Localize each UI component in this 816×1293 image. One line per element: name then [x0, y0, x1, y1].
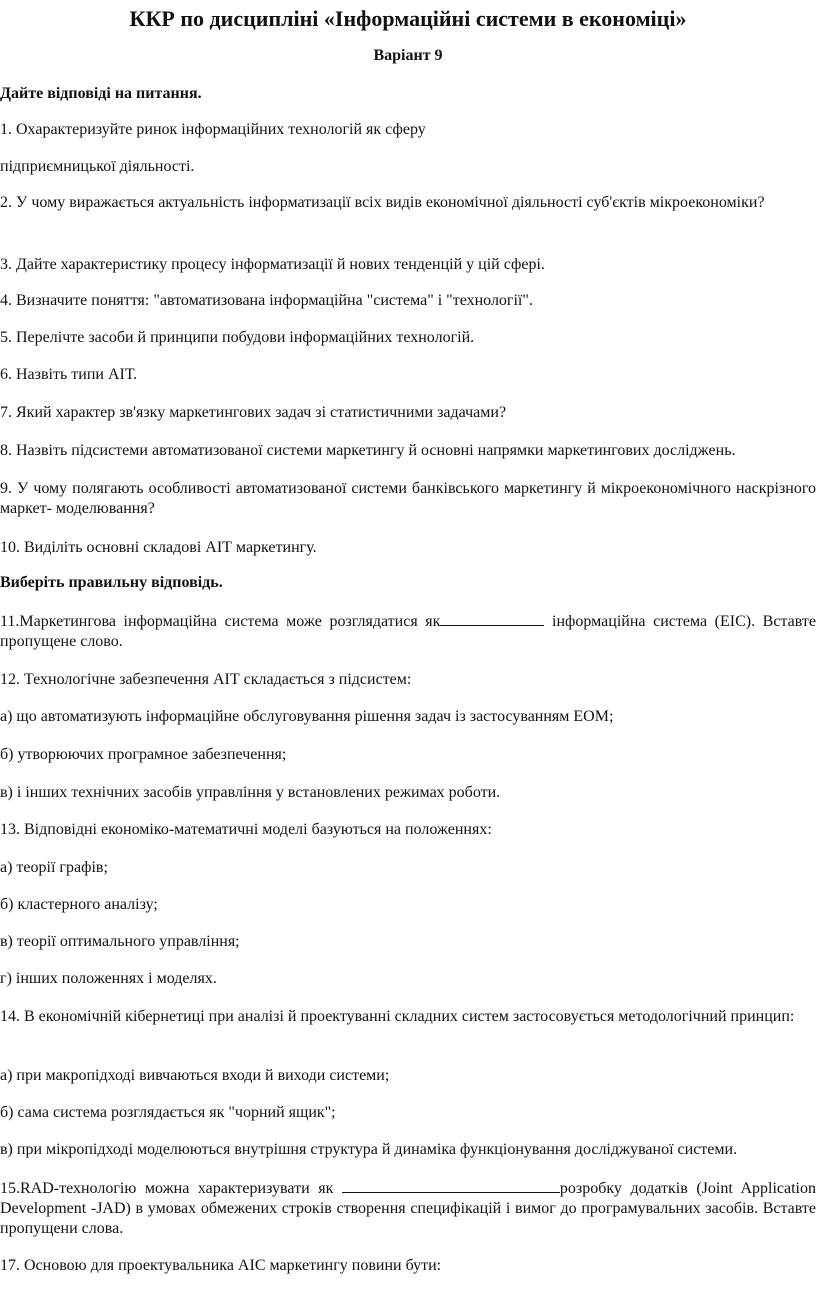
- question-1-line-1: 1. Охарактеризуйте ринок інформаційних технологій як сферу: [0, 121, 426, 138]
- question-17: 17. Основою для проектувальника АІС маркетингу повини бути:: [0, 1257, 442, 1274]
- question-12-option-c: в) і інших технічних засобів управління у встановлених режимах роботи.: [0, 784, 501, 801]
- question-3: 3. Дайте характеристику процесу інформатизації й нових тенденцій у цій сфері.: [0, 256, 545, 273]
- question-15-blank: [342, 1178, 560, 1193]
- variant-label: Варіант 9: [373, 47, 443, 64]
- question-13-option-a: а) теорії графів;: [0, 859, 108, 876]
- question-6: 6. Назвіть типи АІТ.: [0, 366, 137, 383]
- document-title: ККР по дисципліні «Інформаційні системи в економіці»: [129, 6, 687, 31]
- question-12-option-b: б) утворюючих програмное забезпечення;: [0, 746, 287, 763]
- question-5: 5. Перелічте засоби й принципи побудови інформаційних технологій.: [0, 329, 475, 346]
- question-8: 8. Назвіть підсистеми автоматизованої системи маркетингу й основні напрямки маркетингових досліджень.: [0, 442, 736, 459]
- question-11-text-before: 11.Маркетингова інформаційна система може розглядатися як: [0, 613, 441, 630]
- question-13: 13. Відповідні економіко-математичні моделі базуються на положеннях:: [0, 821, 492, 838]
- question-13-option-c: в) теорії оптимального управління;: [0, 933, 240, 950]
- question-7: 7. Який характер зв'язку маркетингових задач зі статистичними задачами?: [0, 404, 507, 421]
- question-10: 10. Виділіть основні складові АІТ маркетингу.: [0, 539, 317, 556]
- question-13-option-d: г) інших положеннях і моделях.: [0, 970, 217, 987]
- question-11: [0, 611, 816, 652]
- question-12-option-a: а) що автоматизують інформаційне обслуговування рішення задач із застосуванням ЕОМ;: [0, 708, 614, 725]
- question-14-option-b: б) сама система розглядається як "чорний ящик";: [0, 1104, 336, 1121]
- question-14-option-c: в) при мікропідході моделюються внутрішня структура й динаміка функціонування досліджуваної системи.: [0, 1141, 738, 1158]
- question-13-option-b: б) кластерного аналізу;: [0, 896, 158, 913]
- question-1-line-2: підприємницької діяльності.: [0, 158, 195, 175]
- question-15-text-before: 15.RAD-технологію можна характеризувати як: [0, 1180, 342, 1197]
- question-4: 4. Визначите поняття: "автоматизована інформаційна "система" і "технології".: [0, 292, 533, 309]
- question-14: 14. В економічній кібернетиці при аналізі й проектуванні складних систем застосовується методологічний принцип:: [0, 1008, 795, 1025]
- question-9: 9. У чому полягають особливості автоматизованої системи банківського маркетингу й мікроекономічного наскрізного маркет- моделювання?: [0, 480, 816, 517]
- question-15: [0, 1178, 816, 1239]
- question-14-option-a: а) при макропідході вивчаються входи й виходи системи;: [0, 1067, 390, 1084]
- question-15-text-after: розробку додатків (Joint Application Development -JAD) в умовах обмежених строків створення специфікацій і вимог до програмувальних засобів. Вставте пропущени слова.: [0, 1180, 816, 1237]
- question-11-text-after: інформаційна система (ЕІС). Вставте пропущене слово.: [0, 613, 816, 650]
- section-heading-choose: Виберіть правильну відповідь.: [0, 574, 223, 591]
- section-heading-questions: Дайте відповіді на питання.: [0, 85, 202, 102]
- question-12: 12. Технологічне забезпечення АІТ складається з підсистем:: [0, 671, 412, 688]
- question-2: 2. У чому виражається актуальність інформатизації всіх видів економічної діяльності суб'єктів мікроекономіки?: [0, 194, 765, 211]
- question-11-blank: [440, 611, 544, 626]
